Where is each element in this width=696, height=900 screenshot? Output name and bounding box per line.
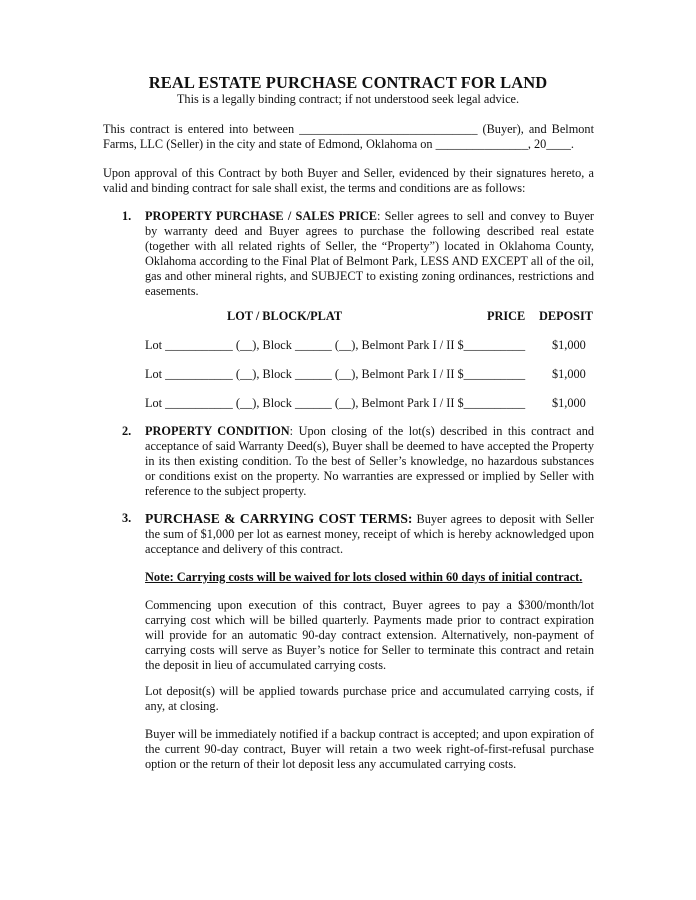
lot-deposit-paragraph: Lot deposit(s) will be applied towards purchase price and accumulated carrying costs, if any, at closing. xyxy=(145,684,594,713)
section-number: 1. xyxy=(122,209,132,223)
lot-row-deposit: $1,000 xyxy=(552,338,586,352)
section-body: : Seller agrees to sell and convey to Buyer by warranty deed and Buyer agrees to purchase the following described real estate (together with all related rights of Seller, the “Property”) located in Oklahoma County, Oklahoma according to the Final Plat of Belmont Park, LESS AND EXCEPT all of the oil, gas and other mineral rights, and SUBJECT to existing zoning ordinances, restrictions and easements. xyxy=(145,209,594,298)
approval-paragraph: Upon approval of this Contract by both Buyer and Seller, evidenced by their signatures hereto, a valid and binding contract for sale shall exist, the terms and conditions are as follows: xyxy=(103,166,594,195)
section-heading: PROPERTY PURCHASE / SALES PRICE xyxy=(145,209,378,223)
lot-row-deposit: $1,000 xyxy=(552,367,586,381)
section-number: 2. xyxy=(122,424,132,438)
section-property-condition xyxy=(145,424,594,499)
section-purchase-price xyxy=(145,209,594,299)
section-carrying-cost-terms xyxy=(145,511,594,557)
deposit-column-header: DEPOSIT xyxy=(539,309,593,323)
section-number: 3. xyxy=(122,511,132,525)
document-title: REAL ESTATE PURCHASE CONTRACT FOR LAND xyxy=(148,73,548,92)
lot-row-deposit: $1,000 xyxy=(552,396,586,410)
lot-row-text: Lot ___________ (__), Block ______ (__), Belmont Park I / II $__________ xyxy=(145,338,526,352)
lot-column-header: LOT / BLOCK/PLAT xyxy=(227,309,343,323)
price-column-header: PRICE xyxy=(487,309,526,323)
backup-contract-paragraph: Buyer will be immediately notified if a backup contract is accepted; and upon expiration of the current 90-day contract, Buyer will retain a two week right-of-first-refusal purchase option or the return of their lot deposit less any accumulated carrying costs. xyxy=(145,727,594,771)
carrying-cost-note: Note: Carrying costs will be waived for lots closed within 60 days of initial contract. xyxy=(145,570,583,584)
intro-paragraph: This contract is entered into between _____________________________ (Buyer), and Belmont Farms, LLC (Seller) in the city and state of Edmond, Oklahoma on _______________, 20____. xyxy=(103,122,594,151)
carrying-cost-paragraph: Commencing upon execution of this contract, Buyer agrees to pay a $300/month/lot carrying cost which will be billed quarterly. Payments made prior to contract expiration will provide for an automatic 90-day contract extension. Alternatively, non-payment of carrying costs will serve as Buyer’s notice for Seller to terminate this contract and retain the deposit in lieu of accumulated carrying costs. xyxy=(145,598,594,672)
section-body: Buyer agrees to deposit with Seller the sum of $1,000 per lot as earnest money, receipt of which is hereby acknowledged upon acceptance and delivery of this contract. xyxy=(145,512,595,556)
section-heading: PROPERTY CONDITION xyxy=(145,424,290,438)
document-subtitle: This is a legally binding contract; if not understood seek legal advice. xyxy=(176,92,520,106)
lot-row-text: Lot ___________ (__), Block ______ (__), Belmont Park I / II $__________ xyxy=(145,396,526,410)
section-heading: PURCHASE & CARRYING COST TERMS: xyxy=(145,511,413,526)
section-body: : Upon closing of the lot(s) described in this contract and acceptance of said Warranty Deed(s), Buyer shall be deemed to have accepted the Property in its then existing condition. To the best of Seller’s knowledge, no hazardous substances or conditions exist on the property. No warranties are expressed or implied by Seller with reference to the subject property. xyxy=(145,424,594,498)
lot-row-text: Lot ___________ (__), Block ______ (__), Belmont Park I / II $__________ xyxy=(145,367,526,381)
